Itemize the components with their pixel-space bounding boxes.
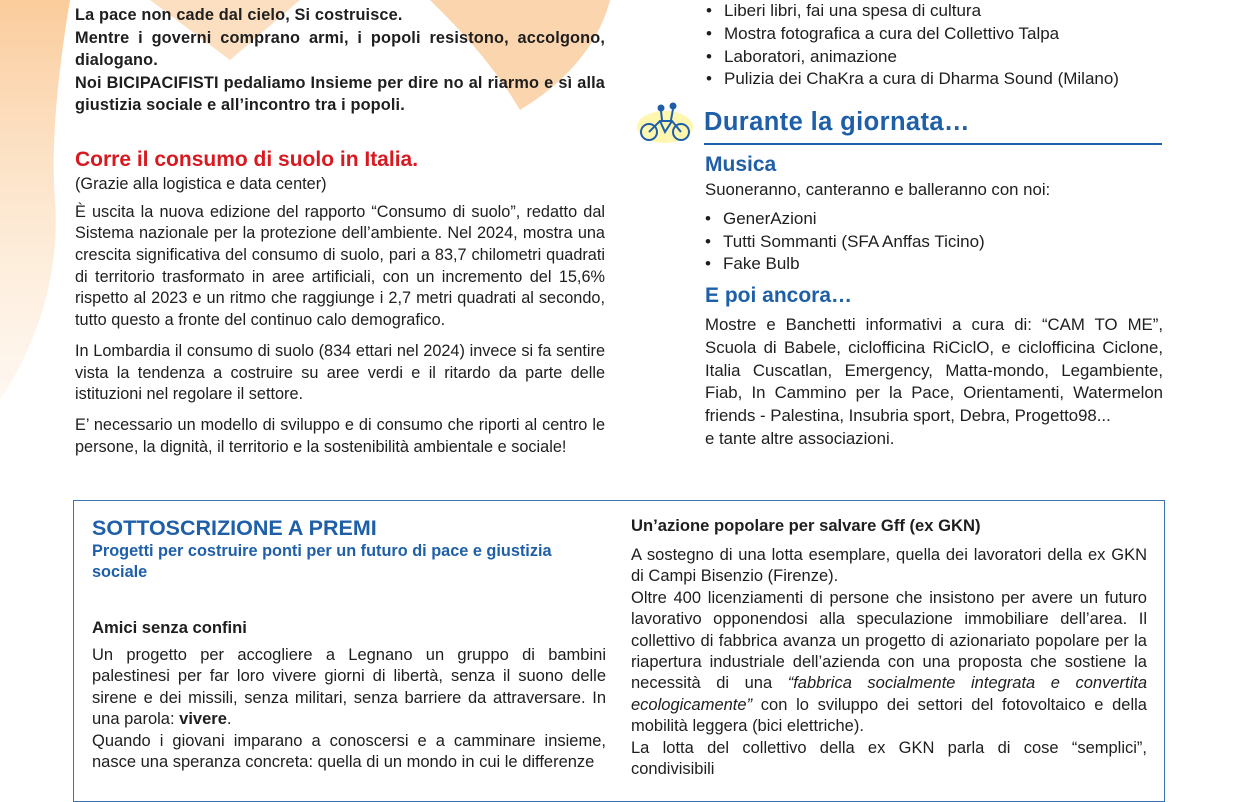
intro-line: Mentre i governi comprano armi, i popoli resistono, accolgono, dialogano. bbox=[75, 28, 605, 70]
gkn-text: Oltre 400 licenziamenti di persone che insistono per avere un futuro lavorativo opponendosi alla speculazione immobiliare dell’area. Il collettivo di fabbrica avanza un progetto di azionariato popolare per la riapertura industriale dell’azienda con una proposta che sostiene la necessità di una bbox=[631, 588, 1147, 693]
music-title: Musica bbox=[705, 153, 777, 177]
sottoscrizione-box bbox=[73, 500, 1165, 802]
intro-line: Noi BICIPACIFISTI pedaliamo Insieme per dire no al riarmo e sì alla giustizia sociale e all’incontro tra i popoli. bbox=[75, 73, 605, 115]
list-item: • Mostra fotografica a cura del Collettivo Talpa bbox=[706, 23, 1166, 46]
box-title: SOTTOSCRIZIONE A PREMI bbox=[92, 516, 377, 540]
day-heading bbox=[636, 99, 1166, 145]
intro-line: La pace non cade dal cielo, Si costruisce. bbox=[75, 6, 403, 24]
music-section bbox=[705, 153, 1163, 450]
gkn-quote: “fabbrica socialmente integrata e convertita ecologicamente” bbox=[631, 674, 1148, 714]
friends-text: Un progetto per accogliere a Legnano un gruppo di bambini palestinesi per far loro vivere giorni di libertà, senza il suono delle sirene e dei missili, senza militari, senza barriere da attraversare. In una parola: bbox=[92, 646, 606, 729]
friends-paragraph-2: Quando i giovani imparano a conoscersi e a camminare insieme, nasce una speranza concreta: quella di un mondo in cui le differenze bbox=[92, 731, 606, 772]
list-item: • Fake Bulb bbox=[705, 253, 1163, 276]
friends-paragraph: Un progetto per accogliere a Legnano un gruppo di bambini palestinesi per far loro vivere giorni di libertà, senza il suono delle sirene e dei missili, senza militari, senza barriere da attraversare. In una parola: vivere. bbox=[92, 646, 606, 729]
soil-paragraph: È uscita la nuova edizione del rapporto “Consumo di suolo”, redatto dal Sistema nazionale per la protezione dell’ambiente. Nel 2024, mostra una crescita significativa del consumo di suolo, pari a 83,7 chilometri quadrati di territorio trasformato in aree artificiali, con un incremento del 15,6% rispetto al 2023 e un ritmo che raggiunge i 2,7 metri quadrati al secondo, tutto questo a fronte del continuo calo demografico. bbox=[75, 202, 605, 330]
list-item: • Pulizia dei ChaKra a cura di Dharma Sound (Milano) bbox=[706, 68, 1166, 91]
box-left-column bbox=[92, 515, 606, 773]
soil-subtitle: (Grazie alla logistica e data center) bbox=[75, 174, 327, 193]
gkn-paragraph: A sostegno di una lotta esemplare, quella dei lavoratori della ex GKN di Campi Bisenzio (Firenze). bbox=[631, 546, 1147, 586]
music-intro: Suoneranno, canteranno e balleranno con noi: bbox=[705, 180, 1051, 200]
list-item: • GenerAzioni bbox=[705, 208, 1163, 231]
music-list bbox=[705, 208, 1163, 276]
soil-title: Corre il consumo di suolo in Italia. bbox=[75, 147, 419, 171]
friends-bold: vivere bbox=[179, 710, 227, 729]
gkn-text-end: con lo sviluppo dei settori del fotovoltaico e della mobilità leggera (bici elettriche). bbox=[631, 695, 1147, 736]
list-item: • Tutti Sommanti (SFA Anffas Ticino) bbox=[705, 231, 1163, 254]
more-title: E poi ancora… bbox=[705, 284, 853, 308]
divider bbox=[704, 143, 1162, 145]
more-tail: e tante altre associazioni. bbox=[705, 428, 895, 448]
activities-list bbox=[706, 0, 1166, 91]
day-title: Durante la giornata… bbox=[704, 107, 970, 136]
bicycle-tandem-icon bbox=[636, 99, 694, 145]
list-item: • Liberi libri, fai una spesa di cultura bbox=[706, 0, 1166, 23]
list-item: • Laboratori, animazione bbox=[706, 46, 1166, 69]
more-text: Mostre e Banchetti informativi a cura di: “CAM TO ME”, Scuola di Babele, ciclofficina RiCiclO, e ciclofficina Ciclone, Italia Cuscatlan, Emergency, Matta-mondo, Legambiente, Fiab, In Cammino per la Pace, Orientamenti, Watermelon friends - Palestina, Insubria sport, Debra, Progetto98... bbox=[705, 315, 1163, 426]
box-right-column bbox=[631, 515, 1147, 780]
soil-paragraph: E’ necessario un modello di sviluppo e di consumo che riporti al centro le persone, la dignità, il territorio e la sostenibilità ambientale e sociale! bbox=[75, 416, 605, 456]
friends-title: Amici senza confini bbox=[92, 618, 247, 637]
gkn-title: Un’azione popolare per salvare Gff (ex GKN) bbox=[631, 516, 981, 535]
left-column bbox=[75, 4, 605, 467]
right-column bbox=[636, 0, 1166, 451]
gkn-paragraph-2 bbox=[631, 588, 1147, 738]
gkn-paragraph-3: La lotta del collettivo della ex GKN parla di cose “semplici”, condivisibili bbox=[631, 738, 1147, 779]
soil-paragraph: In Lombardia il consumo di suolo (834 ettari nel 2024) invece si fa sentire vista la tendenza a costruire su aree verdi e il ritardo da parte delle istituzioni nel regolare il settore. bbox=[75, 341, 605, 404]
intro-block bbox=[75, 4, 605, 117]
box-subtitle: Progetti per costruire ponti per un futuro di pace e giustizia sociale bbox=[92, 542, 552, 581]
